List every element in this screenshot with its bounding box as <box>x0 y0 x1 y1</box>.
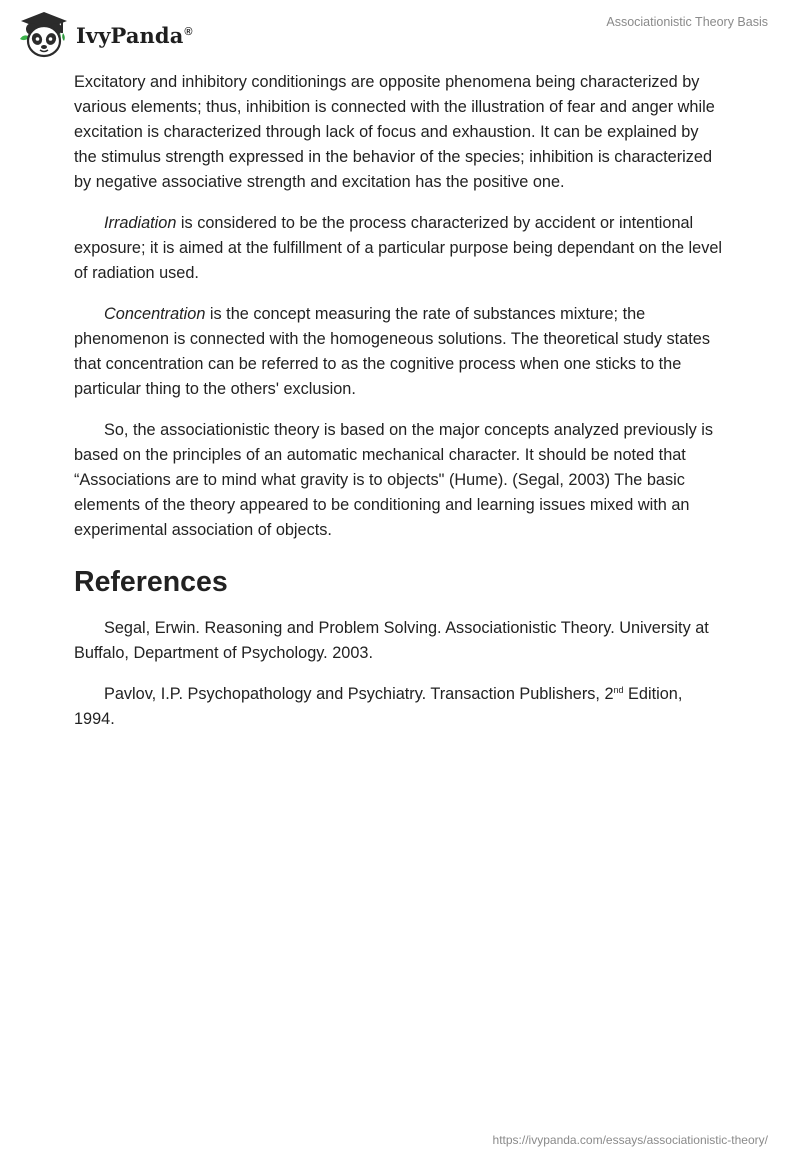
term-concentration: Concentration <box>104 305 206 323</box>
essay-content <box>74 70 724 748</box>
reference-segal: Segal, Erwin. Reasoning and Problem Solving. Associationistic Theory. University at Buffalo, Department of Psychology. 2003. <box>74 619 709 662</box>
paragraph-irradiation-text: is considered to be the process characterized by accident or intentional exposure; it is aimed at the fulfillment of a particular purpose being dependant on the level of radiation used. <box>74 214 723 282</box>
references-heading: References <box>74 566 228 598</box>
paragraph-concentration-text: is the concept measuring the rate of substances mixture; the phenomenon is connected with the homogeneous solutions. The theoretical study states that concentration can be referred to as the cognitive process when one sticks to the particular thing to the others' exclusion. <box>74 305 710 398</box>
paragraph-conclusion: So, the associationistic theory is based on the major concepts analyzed previously is based on the principles of an automatic mechanical character. It should be noted that “Associations are to mind what gravity is to objects" (Hume). (Segal, 2003) The basic elements of the theory appeared to be conditioning and learning issues mixed with an experimental association of objects. <box>74 421 714 539</box>
reference-pavlov-text-end: Edition, 1994. <box>74 685 683 728</box>
ivypanda-logo[interactable] <box>16 9 193 59</box>
term-irradiation: Irradiation <box>104 214 177 232</box>
ordinal-suffix: nd <box>613 685 624 695</box>
document-title: Associationistic Theory Basis <box>606 15 768 29</box>
reference-pavlov <box>74 682 724 732</box>
paragraph-irradiation <box>74 211 724 286</box>
page-header <box>0 0 800 64</box>
brand-name: IvyPanda® <box>76 22 193 48</box>
reference-pavlov-text: Pavlov, I.P. Psychopathology and Psychiatry. Transaction Publishers, 2 <box>104 685 614 703</box>
panda-graduation-cap-icon <box>16 9 72 59</box>
source-url[interactable]: https://ivypanda.com/essays/associationistic-theory/ <box>492 1133 768 1147</box>
paragraph-concentration <box>74 302 724 402</box>
registered-mark: ® <box>184 25 193 38</box>
paragraph-excitatory-inhibitory: Excitatory and inhibitory conditionings are opposite phenomena being characterized by various elements; thus, inhibition is connected with the illustration of fear and anger while excitation is characterized through lack of focus and exhaustion. It can be explained by the stimulus strength expressed in the behavior of the species; inhibition is characterized by negative associative strength and excitation has the positive one. <box>74 73 715 191</box>
